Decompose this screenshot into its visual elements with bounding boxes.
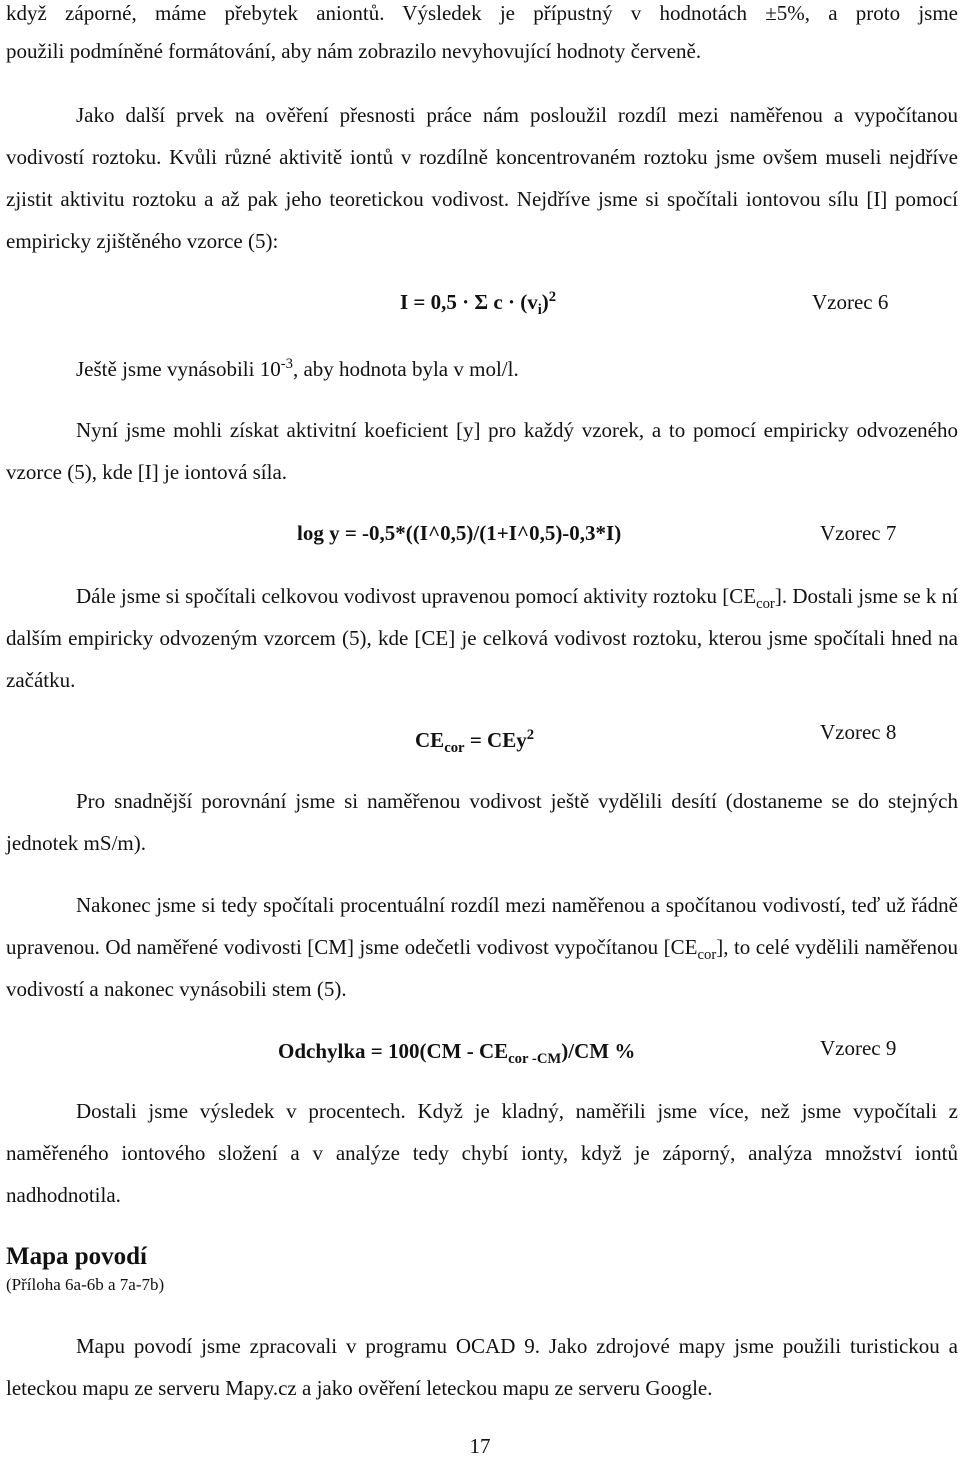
equation-7: log y = -0,5*((I^0,5)/(1+I^0,5)-0,3*I) <box>297 521 622 545</box>
equation-superscript: 2 <box>526 727 535 743</box>
paragraph: Mapu povodí jsme zpracovali v programu OCAD 9. Jako zdrojové mapy jsme použili turistickou a leteckou mapu ze serveru Mapy.cz a jako ověření leteckou mapu ze serveru Google. <box>6 1334 958 1400</box>
page-number: 17 <box>469 1434 491 1458</box>
equation-label: Vzorec 6 <box>812 290 889 314</box>
equation-text: I = 0,5 · Σ c · (v <box>400 290 538 314</box>
subscript: cor <box>756 596 775 613</box>
equation-text: ) <box>541 290 549 314</box>
paragraph: Jako další prvek na ověření přesnosti práce nám posloužil rozdíl mezi naměřenou a vypočítanou vodivostí roztoku. Kvůli různé aktivitě iontů v rozdílně koncentrovaném roztoku jsme ovšem museli nejdříve zjistit aktivitu roztoku a až pak jeho teoretickou vodivost. Nejdříve jsme si spočítali iontovou sílu [I] pomocí empiricky zjištěného vzorce (5): <box>6 103 958 253</box>
text-run: ], to celé vydělili naměřenou vodivostí a nakonec vynásobili stem (5). <box>6 935 958 1001</box>
paragraph: Dostali jsme výsledek v procentech. Když je kladný, naměřili jsme více, než jsme vypočítali z naměřeného iontového složení a v analýze tedy chybí ionty, když je záporný, analýza množství iontů nadhodnotila. <box>6 1099 958 1207</box>
equation-subscript: i <box>537 302 542 319</box>
equation-8 <box>415 725 534 755</box>
subscript: cor <box>697 947 717 964</box>
paragraph: Pro snadnější porovnání jsme si naměřenou vodivost ještě vydělili desítí (dostaneme se do stejných jednotek mS/m). <box>6 789 958 855</box>
paragraph: Nyní jsme mohli získat aktivitní koeficient [y] pro každý vzorek, a to pomocí empiricky odvozeného vzorce (5), kde [I] je iontová síla. <box>6 418 958 484</box>
section-heading: Mapa povodí <box>6 1243 148 1270</box>
equation-text: )/CM % <box>561 1039 636 1063</box>
text-run: , aby hodnota byla v mol/l. <box>292 357 519 381</box>
equation-subscript: cor -CM <box>508 1051 562 1068</box>
text-run: Dále jsme si spočítali celkovou vodivost upravenou pomocí aktivity roztoku [CE <box>76 584 757 608</box>
paragraph <box>6 884 958 1010</box>
text-run: Ještě jsme vynásobili 10 <box>76 357 281 381</box>
paragraph <box>6 575 958 701</box>
text-run: Nakonec jsme si tedy spočítali procentuální rozdíl mezi naměřenou a spočítanou vodivostí, teď už řádně upravenou. Od naměřené vodivosti [CM] jsme odečetli vodivost vypočítanou [CE <box>6 893 958 959</box>
equation-text: CE <box>415 728 445 752</box>
equation-label: Vzorec 8 <box>820 720 897 744</box>
equation-label: Vzorec 7 <box>820 521 897 545</box>
paragraph <box>76 354 519 384</box>
equation-subscript: cor <box>444 740 465 757</box>
equation-superscript: 2 <box>548 289 557 305</box>
equation-text: = CEy <box>464 728 527 752</box>
superscript: -3 <box>280 356 293 372</box>
equation-6 <box>400 287 556 317</box>
equation-text: Odchylka = 100(CM - CE <box>278 1039 509 1063</box>
section-subheading: (Příloha 6a-6b a 7a-7b) <box>6 1275 165 1294</box>
paragraph-line: když záporné, máme přebytek aniontů. Výsledek je přípustný v hodnotách ±5%, a proto jsme <box>6 1 958 25</box>
paragraph-line: použili podmíněné formátování, aby nám zobrazilo nevyhovující hodnoty červeně. <box>6 39 702 63</box>
text-run: ]. Dostali jsme se k ní dalším empiricky odvozeným vzorcem (5), kde [CE] je celková vodivost roztoku, kterou jsme spočítali hned na začátku. <box>6 584 958 692</box>
equation-9 <box>278 1036 635 1066</box>
equation-label: Vzorec 9 <box>820 1036 897 1060</box>
